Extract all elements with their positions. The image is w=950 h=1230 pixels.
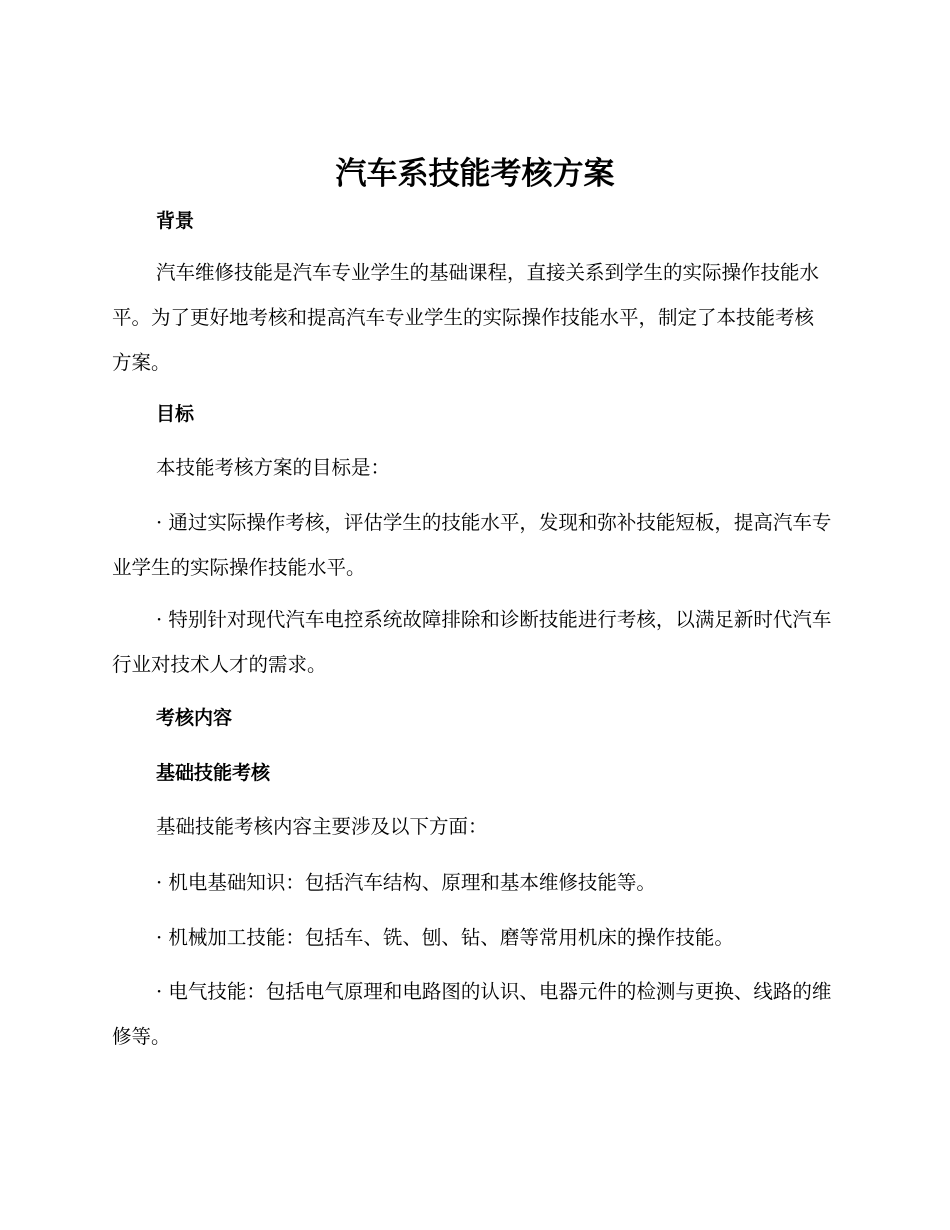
document-title: 汽车系技能考核方案 — [335, 156, 615, 192]
goals-intro: 本技能考核方案的目标是： — [156, 456, 391, 479]
subsection-heading-basic-skills: 基础技能考核 — [156, 762, 271, 784]
goals-bullet-2: · 特别针对现代汽车电控系统故障排除和诊断技能进行考核，以满足新时代汽车行业对技术人才的需求。 — [112, 608, 832, 676]
content-intro: 基础技能考核内容主要涉及以下方面： — [156, 815, 488, 838]
content-bullet-3: · 电气技能：包括电气原理和电路图的认识、电器元件的检测与更换、线路的维修等。 — [112, 980, 832, 1048]
goals-bullet-1: · 通过实际操作考核，评估学生的技能水平，发现和弥补技能短板，提高汽车专业学生的实际操作技能水平。 — [112, 511, 832, 579]
content-bullet-2: · 机械加工技能：包括车、铣、刨、钻、磨等常用机床的操作技能。 — [156, 926, 734, 949]
section-heading-content: 考核内容 — [156, 707, 233, 729]
section-heading-background: 背景 — [156, 210, 195, 232]
content-bullet-1: · 机电基础知识：包括汽车结构、原理和基本维修技能等。 — [156, 871, 656, 894]
section-heading-goals: 目标 — [156, 403, 195, 425]
background-paragraph: 汽车维修技能是汽车专业学生的基础课程，直接关系到学生的实际操作技能水平。为了更好地考核和提高汽车专业学生的实际操作技能水平，制定了本技能考核方案。 — [112, 261, 820, 374]
